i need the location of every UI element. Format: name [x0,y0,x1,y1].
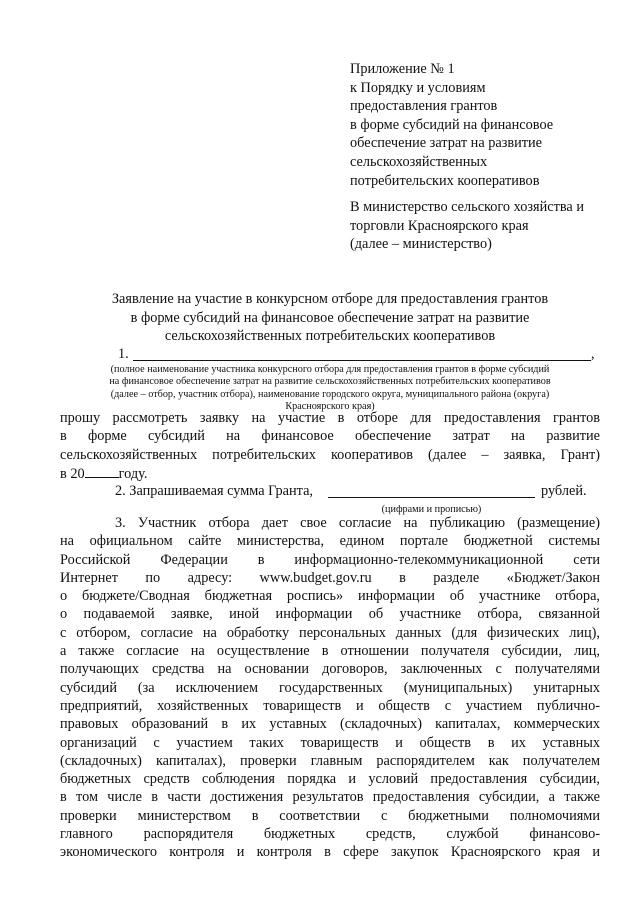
paragraph-line: предприятий, хозяйственных товариществ и обществ с участием публично- [60,697,600,714]
paragraph-line: бюджетных средств соблюдения порядка и условий предоставления субсидии, [60,771,600,788]
document-title [60,290,600,346]
addressee-line: торговли Красноярского края [350,217,529,234]
paragraph-line: 3. Участник отбора дает свое согласие на публикацию (размещение) [115,515,600,531]
paragraph-line: а также согласие на осуществление в отношении получателя субсидии, лиц, [60,643,600,660]
paragraph-line: Российской Федерации в информационно-телекоммуникационной сети [60,551,600,568]
paragraph-line: главного распорядителя бюджетных средств, службой финансово- [60,826,600,843]
paragraph-line: Интернет по адресу: www.budget.gov.ru в разделе «Бюджет/Закон [60,569,600,586]
paragraph-line: экономического контроля и контроля в сфере закупок Красноярского края и [60,844,600,861]
item-number: 1. [118,346,129,362]
appendix-line: обеспечение затрат на развитие [350,135,543,152]
appendix-line: сельскохозяйственных [350,153,488,170]
amount-label: 2. Запрашиваемая сумма Гранта, [115,483,314,499]
appendix-line: к Порядку и условиям [350,79,486,96]
appendix-line: предоставления грантов [350,98,498,115]
punctuation: , [591,346,595,362]
appendix-line: потребительских кооперативов [350,172,540,189]
item-3-consent [60,514,600,862]
paragraph-line: (складочных) капиталах), проверки главным распорядителем как получателем [60,752,600,769]
hint-line: Красноярского края) [285,401,375,413]
addressee-line: (далее – министерство) [350,236,492,253]
year-suffix: году. [118,465,148,482]
addressee-line: В министерство сельского хозяйства и [350,199,584,215]
paragraph-line: правовых образований в их уставных (складочных) капиталах, коммерческих [60,716,600,733]
paragraph-line: в том числе в части достижения результатов предоставления субсидии, а также [60,789,600,806]
year-prefix: в 20 [60,465,85,482]
title-line: сельскохозяйственных потребительских кооперативов [164,328,496,345]
appendix-header [350,60,610,190]
paragraph-line: проверки министерством в соответствии с бюджетными полномочиями [60,807,600,824]
paragraph-line: с отбором, согласие на обработку персональных данных (для физических лиц), [60,624,600,641]
paragraph-line: о подаваемой заявке, иной информации об участнике отбора, связанной [60,606,600,623]
appendix-line: в форме субсидий на финансовое [350,116,554,133]
hint-line: (полное наименование участника конкурсного отбора для предоставления грантов в форме субсидий [110,364,550,375]
paragraph-line: на официальном сайте министерства, едином портале бюджетной системы [60,533,600,550]
paragraph-line: субсидий (за исключением государственных (муниципальных) унитарных [60,679,600,696]
applicant-name-field[interactable] [133,360,591,361]
currency-label: рублей. [541,483,587,499]
hint-line: (далее – отбор, участник отбора), наименование городского округа, муниципального района (округа) [110,388,550,400]
hint-line: на финансовое обеспечение затрат на развитие сельскохозяйственных потребительских кооперативов [109,376,551,388]
paragraph-line: о бюджете/Сводная бюджетная роспись» информации об участнике отбора, [60,588,600,605]
title-line: в форме субсидий на финансовое обеспечение затрат на развитие [130,309,530,326]
amount-field[interactable] [328,497,535,498]
request-paragraph [60,409,600,483]
amount-hint: (цифрами и прописью) [381,504,482,515]
appendix-line: Приложение № 1 [350,61,455,77]
applicant-field-hint [60,364,600,414]
year-field[interactable] [85,464,119,478]
paragraph-line: в форме субсидий на финансовое обеспечение затрат на развитие [60,428,600,445]
year-line [60,464,600,483]
paragraph-line: организаций с участием таких товариществ и обществ в их уставных [60,734,600,751]
title-line: Заявление на участие в конкурсном отборе для предоставления грантов [111,291,549,307]
addressee-block [350,198,610,254]
paragraph-line: прошу рассмотреть заявку на участие в отборе для предоставления грантов [60,410,600,426]
paragraph-line: сельскохозяйственных потребительских кооперативов (далее – заявка, Грант) [60,446,600,463]
paragraph-line: получающих средства на основании договоров, заключенных с получателями [60,661,600,678]
